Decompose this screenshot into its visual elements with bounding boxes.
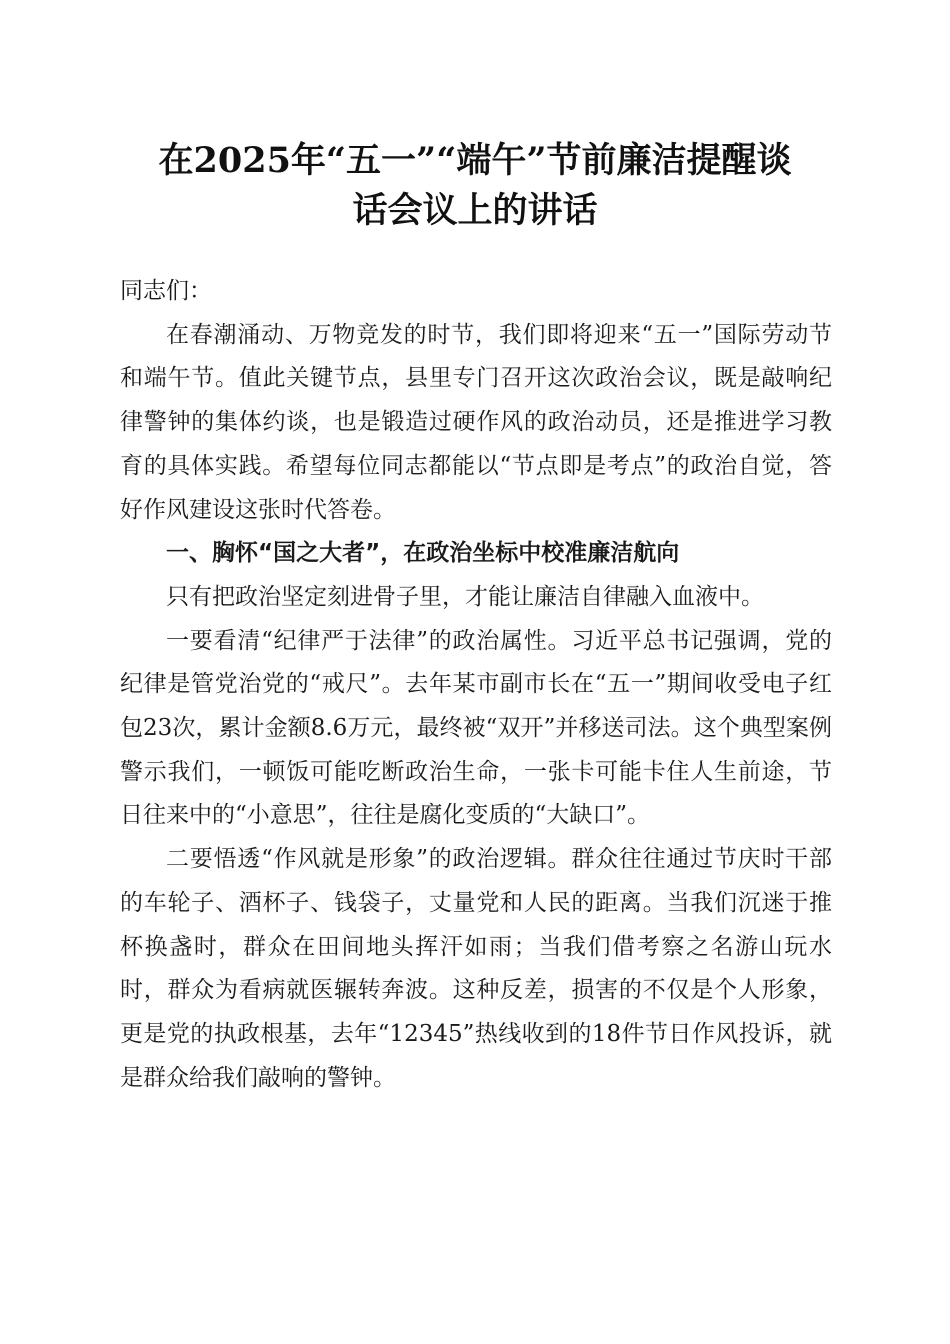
- title-line-2: 话会议上的讲话: [352, 190, 598, 231]
- salutation: 同志们：: [120, 278, 212, 304]
- body-paragraph-point-1: 一要看清“纪律严于法律”的政治属性。习近平总书记强调，党的纪律是管党治党的“戒尺”。去年某市副市长在“五一”期间收受电子红包23次，累计金额8.6万元，最终被“双开”并移送司法。这个典型案例警示我们，一顿饭可能吃断政治生命，一张卡可能卡住人生前途，节日往来中的“小意思”，往往是腐化变质的“大缺口”。: [120, 627, 832, 829]
- document-body: [120, 270, 832, 1100]
- body-paragraph-lead: 只有把政治坚定刻进骨子里，才能让廉洁自律融入血液中。: [166, 583, 764, 610]
- title-line-1: 在2025年“五一”“端午”节前廉洁提醒谈: [158, 140, 792, 181]
- body-paragraph-intro: 在春潮涌动、万物竞发的时节，我们即将迎来“五一”国际劳动节和端午节。值此关键节点，县里专门召开这次政治会议，既是敲响纪律警钟的集体约谈，也是锻造过硬作风的政治动员，还是推进学习教育的具体实践。希望每位同志都能以“节点即是考点”的政治自觉，答好作风建设这张时代答卷。: [120, 321, 832, 523]
- body-paragraph-point-2: 二要悟透“作风就是形象”的政治逻辑。群众往往通过节庆时干部的车轮子、酒杯子、钱袋子，丈量党和人民的距离。当我们沉迷于推杯换盏时，群众在田间地头挥汗如雨；当我们借考察之名游山玩水时，群众为看病就医辗转奔波。这种反差，损害的不仅是个人形象，更是党的执政根基，去年“12345”热线收到的18件节日作风投诉，就是群众给我们敲响的警钟。: [120, 846, 832, 1091]
- section-heading-1: 一、胸怀“国之大者”，在政治坐标中校准廉洁航向: [166, 540, 680, 567]
- document-title: [100, 136, 850, 236]
